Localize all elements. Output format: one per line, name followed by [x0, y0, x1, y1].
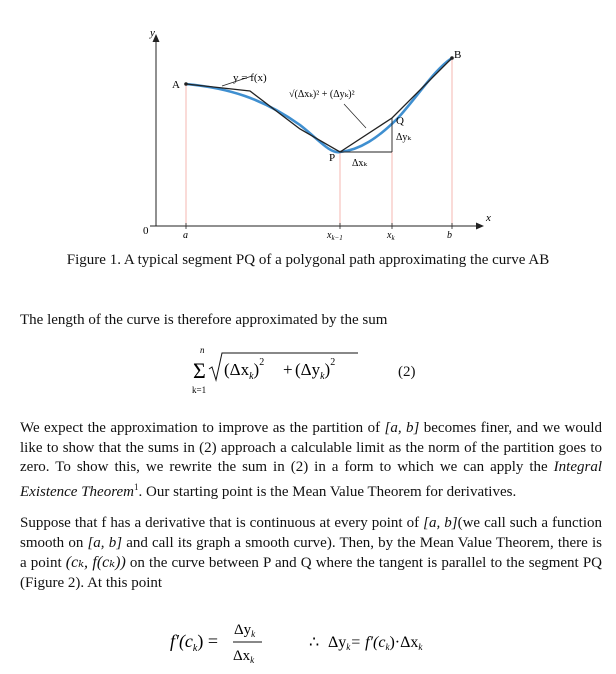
equation-number-2: (2)	[398, 364, 416, 380]
fraction-denominator: $\Delta x_k$	[233, 648, 255, 665]
sum-upper-limit: n	[200, 345, 205, 355]
dx-label: Δxₖ	[352, 158, 368, 169]
therefore-symbol: ∴	[309, 634, 320, 651]
sum-dx-term: $(\Delta x_k)^2$	[224, 357, 265, 382]
sigma-symbol: Σ	[193, 358, 206, 383]
tick-label-xk1: $x_{k-1}$	[327, 230, 343, 242]
paragraph-sum-intro: The length of the curve is therefore approximated by the sum	[20, 312, 388, 328]
mvt-equations	[170, 618, 470, 672]
origin-label: 0	[143, 225, 149, 237]
tick-label-a: a	[183, 230, 188, 241]
point-Q-label: Q	[396, 115, 404, 127]
sum-dy-term: $(\Delta y_k)^2$	[295, 357, 336, 382]
polygonal-path	[186, 58, 452, 152]
x-axis-arrow-icon	[476, 223, 484, 230]
figure-1	[0, 0, 616, 250]
paragraph-smooth-function: Suppose that f has a derivative that is continuous at every point of [a, b](we call such a function smooth on [a, b] and call its graph a smooth curve). Then, by the Mean Value Theorem, there is a point (cₖ, f(cₖ)) on the curve between P and Q where the tangent is parallel to the segment PQ (Figure 2). At this point	[20, 515, 603, 591]
x-axis-label: x	[486, 212, 491, 224]
point-a-dot	[184, 82, 188, 86]
point-B-label: B	[454, 49, 462, 61]
curve-label: y = f(x)	[233, 72, 267, 84]
chord-pointer	[344, 104, 366, 128]
tick-label-xk: $x_k$	[387, 230, 395, 242]
fraction-numerator: $\Delta y_k$	[234, 622, 256, 639]
dy-equation: Δyk= f′(ck)·Δxk	[328, 634, 423, 652]
sum-equation	[190, 344, 370, 396]
point-P-label: P	[329, 152, 336, 164]
tick-label-b: b	[447, 230, 452, 241]
point-A-label: A	[172, 79, 180, 91]
smooth-curve	[186, 58, 452, 152]
fprime-lhs: $f'(c_k)$ =	[170, 631, 219, 654]
figure-caption: Figure 1. A typical segment PQ of a polygonal path approximating the curve AB	[66, 252, 550, 268]
y-axis-label: y	[150, 27, 155, 39]
sum-plus: +	[283, 360, 293, 379]
chord-label: √(Δxₖ)² + (Δyₖ)²	[289, 89, 355, 100]
sum-lower-limit: k=1	[192, 385, 207, 395]
paragraph-partition: We expect the approximation to improve as the partition of [a, b] becomes finer, and we would like to show that the sums in (2) approach a calculable limit as the norm of the partition goes to zero. To show this, we rewrite the sum in (2) in a form to which we can apply the Integral Existence Theorem$^1$. Our starting point is the Mean Value Theorem for derivatives.	[20, 420, 602, 500]
dy-label: Δyₖ	[396, 132, 412, 143]
